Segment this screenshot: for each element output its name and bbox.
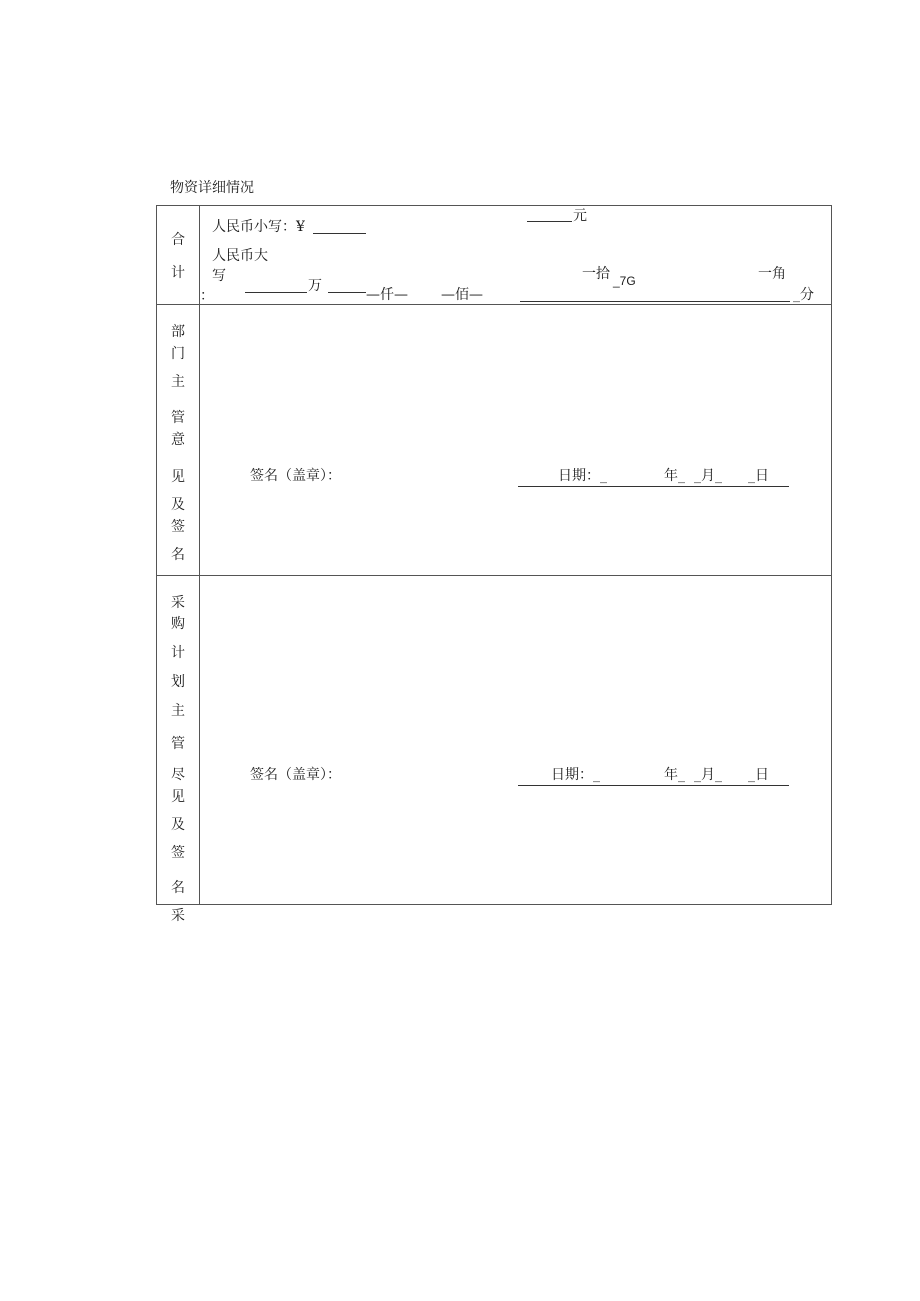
label-char: 划 [171,674,185,690]
section-title: 物资详细情况 [170,180,254,196]
qian-label: —仟— [366,287,408,303]
dept-row-label [157,305,199,575]
label-char: 计 [171,265,185,281]
label-char: 名 [171,547,185,563]
detail-table [156,205,832,905]
label-char: 见 [171,789,185,805]
label-char: 签 [171,845,185,861]
trailing-char: 采 [171,908,185,924]
label-char: 见 [171,469,185,485]
fen-label: _分 [793,287,814,303]
uppercase-label: 写 [212,268,226,284]
purchase-date-field[interactable] [518,785,789,786]
label-char: 及 [171,497,185,513]
jiao-label: 一角 [758,266,786,282]
label-char: 管 [171,736,185,752]
lowercase-label: 人民币小写：¥ [212,219,305,235]
label-char: 计 [171,645,185,661]
yuan-char-label: _7G [613,274,636,288]
label-char: 门 [171,346,185,362]
purchase-date-label: 日期：_ [551,767,600,783]
label-char: 主 [171,703,185,719]
total-row-label [157,205,199,304]
dept-day-label: _日 [748,468,769,484]
label-char: 主 [171,374,185,390]
dept-sign-label: 签名（盖章）： [250,468,341,484]
label-char: 意 [171,432,185,448]
label-char: 签 [171,519,185,535]
purchase-row-label [157,576,199,903]
wan-field[interactable] [245,292,307,293]
purchase-day-label: _日 [748,767,769,783]
qian-field[interactable] [328,292,366,293]
label-char: 采 [171,595,185,611]
uppercase-label: 人民币大 [212,248,268,264]
purchase-sign-label: 签名（盖章）： [250,767,341,783]
purchase-month-label: _月_ [694,767,722,783]
dept-year-label: 年_ [664,468,685,484]
label-char: 尽 [171,767,185,783]
dept-month-label: _月_ [694,468,722,484]
bai-label: —佰— [441,287,483,303]
label-char: 合 [171,232,185,248]
row-divider-1 [156,304,831,305]
dept-date-field[interactable] [518,486,789,487]
label-char: 名 [171,880,185,896]
label-char: 及 [171,817,185,833]
row-divider-2 [156,575,831,576]
wan-label: 万 [308,278,322,294]
yuan-label: 元 [573,208,587,224]
label-char: 购 [171,616,185,632]
label-column-divider [199,205,200,904]
shi-label: 一拾 [582,266,610,282]
label-char: 部 [171,324,185,340]
purchase-year-label: 年_ [664,767,685,783]
uppercase-colon: ： [200,288,214,304]
dept-date-label: 日期：_ [558,468,607,484]
lowercase-amount-field[interactable] [313,233,366,234]
shi-jiao-field[interactable] [520,301,790,302]
label-char: 管 [171,410,185,426]
yuan-amount-field[interactable] [527,221,572,222]
